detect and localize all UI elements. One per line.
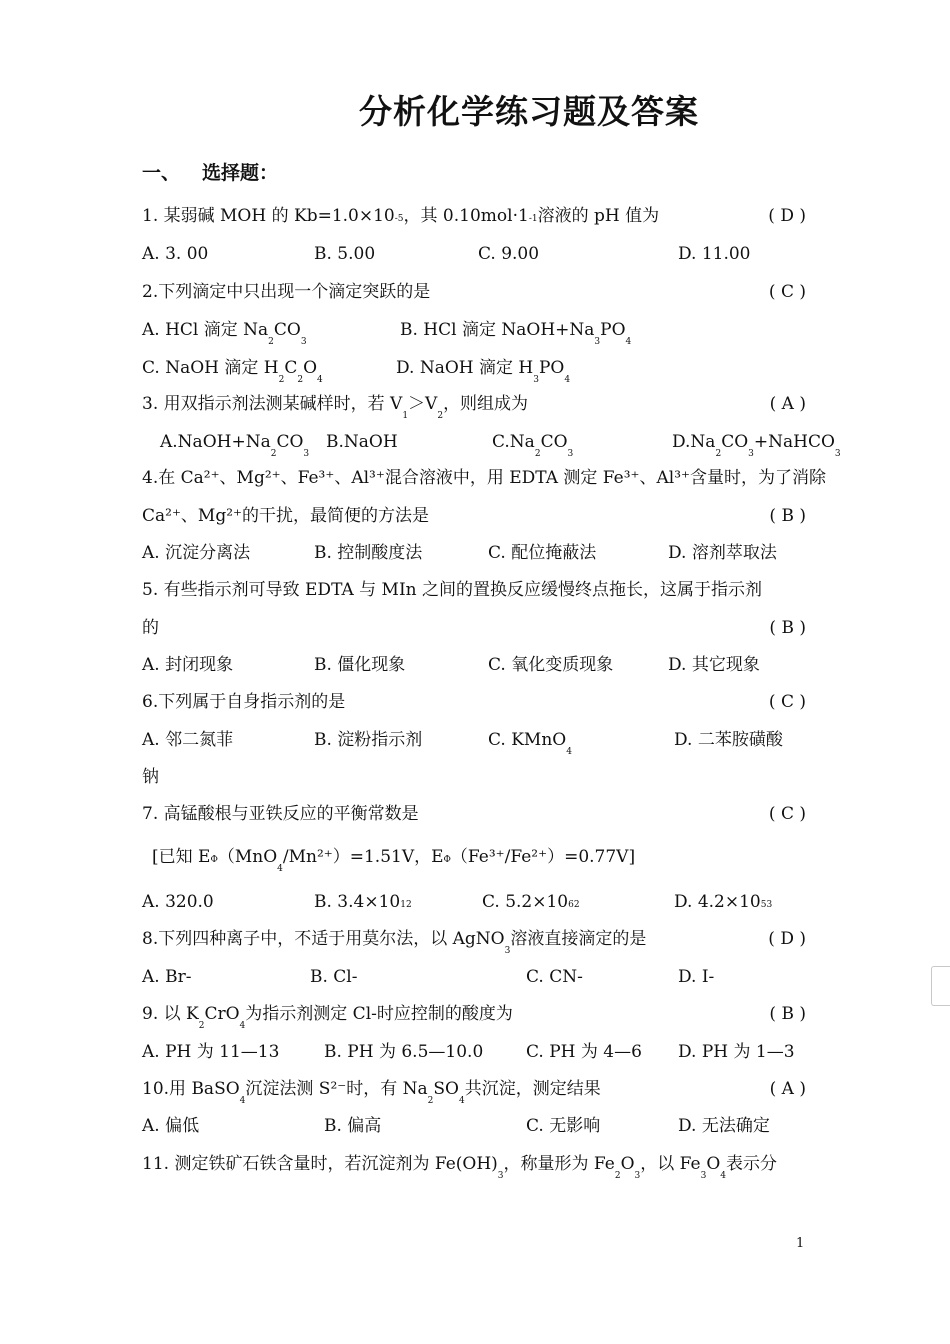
option-d: D. NaOH 滴定 $H_3PO_4$ [396,358,571,385]
answer-3: ( A ) [769,394,806,414]
option-b: B. 偏高 [324,1116,382,1136]
option-c: C. CN- [526,967,583,987]
option-d: $D.Na_2CO_3+NaHCO_3$ [672,432,841,459]
question-10: 10.用 BaSO$_4$沉淀法测 S²⁻时，有 $Na_2SO_4$共沉淀，测定结果 ( A ) [142,1079,806,1106]
option-b: B. Cl- [310,967,358,987]
options-7 [142,890,808,914]
options-10 [142,1114,808,1138]
options-6-wrap: 钠 [142,767,159,787]
options-1 [142,242,808,266]
option-b: B. 控制酸度法 [314,543,423,563]
question-7: 7. 高锰酸根与亚铁反应的平衡常数是 ( C ) [142,804,806,824]
option-b: B. 淀粉指示剂 [314,730,423,750]
page-title: 分析化学练习题及答案 [359,92,699,131]
options-2-row1 [142,318,808,347]
option-b: B. 5.00 [314,244,376,264]
section-number: 一、 [142,162,181,184]
option-a: A. HCl 滴定 $Na_2CO_3$ [142,320,307,347]
question-7-given: [已知 EΦ（MnO$_4$/Mn²⁺）=1.51V，EΦ（Fe³⁺/Fe²⁺）=0.77V] [152,847,636,874]
question-8: 8.下列四种离子中，不适于用莫尔法，以 AgNO$_3$溶液直接滴定的是 ( D ) [142,929,806,956]
option-b: B. 僵化现象 [314,655,406,675]
answer-8: ( D ) [768,929,806,949]
section-heading [142,158,278,185]
answer-4: ( B ) [769,506,806,526]
option-a: A. Br- [142,967,192,987]
section-label: 选择题： [202,162,279,184]
option-a: A. 偏低 [142,1116,200,1136]
option-a: A. 封闭现象 [142,655,234,675]
answer-6: ( C ) [768,692,806,712]
option-b: B. HCl 滴定 $NaOH+Na_3PO_4$ [400,320,632,347]
option-b: B. 3.4×1012 [314,892,412,912]
option-a: $A.NaOH+Na_2CO_3$ [160,432,310,459]
page-number: 1 [796,1236,805,1251]
option-b: B. PH 为 6.5—10.0 [324,1042,484,1062]
option-c: C. 5.2×1062 [482,892,580,912]
options-2-row2 [142,356,808,385]
answer-7: ( C ) [768,804,806,824]
options-5 [142,653,808,677]
options-9 [142,1040,808,1064]
options-4 [142,541,808,565]
question-4-line2: Ca²⁺、Mg²⁺的干扰，最简便的方法是 ( B ) [142,506,806,526]
answer-10: ( A ) [769,1079,806,1099]
answer-9: ( B ) [769,1004,806,1024]
question-5-line2: 的 ( B ) [142,618,806,638]
side-panel-tab[interactable] [931,966,950,1006]
option-a: A. 沉淀分离法 [142,543,251,563]
option-d: D. 11.00 [678,244,751,264]
option-b: B.NaOH [326,432,398,452]
question-11: 11. 测定铁矿石铁含量时，若沉淀剂为 $Fe(OH)_3$，称量形为 $Fe_2O_3$，以 $Fe_3O_4$表示分 [142,1154,778,1181]
question-1: 1. 某弱碱 MOH 的 Kb=1.0×10-5，其 0.10mol·1-1溶液的 pH 值为 ( D ) [142,206,806,226]
options-6 [142,728,808,757]
option-a: A. PH 为 11—13 [142,1042,280,1062]
option-d: D. 溶剂萃取法 [668,543,777,563]
option-d: D. PH 为 1—3 [678,1042,795,1062]
option-d: D. 无法确定 [678,1116,770,1136]
option-c: C. 氧化变质现象 [488,655,614,675]
option-a: A. 邻二氮菲 [142,730,234,750]
option-d: D. I- [678,967,715,987]
option-c: $C.Na_2CO_3$ [492,432,574,459]
question-4-line1: 4.在 Ca²⁺、Mg²⁺、Fe³⁺、Al³⁺混合溶液中，用 EDTA 测定 Fe³⁺、Al³⁺含量时，为了消除 [142,468,826,488]
option-d: D. 4.2×1053 [674,892,773,912]
option-c: C. 9.00 [478,244,540,264]
question-9: 9. 以 $K_2CrO_4$为指示剂测定 Cl-时应控制的酸度为 ( B ) [142,1004,806,1031]
question-3: 3. 用双指示剂法测某碱样时，若 $V_1>V_2$，则组成为 ( A ) [142,394,806,421]
option-c: C. 无影响 [526,1116,601,1136]
options-3 [142,430,841,459]
answer-5: ( B ) [769,618,806,638]
option-a: A. 3. 00 [142,244,209,264]
option-c: C. 配位掩蔽法 [488,543,597,563]
options-8 [142,965,808,989]
answer-1: ( D ) [768,206,806,226]
option-c: C. KMnO$_4$ [488,730,572,757]
option-a: A. 320.0 [142,892,214,912]
answer-2: ( C ) [768,282,806,302]
question-5-line1: 5. 有些指示剂可导致 EDTA 与 MIn 之间的置换反应缓慢终点拖长，这属于指示剂 [142,580,763,600]
question-6: 6.下列属于自身指示剂的是 ( C ) [142,692,806,712]
question-2: 2.下列滴定中只出现一个滴定突跃的是 ( C ) [142,282,806,302]
option-d: D. 二苯胺磺酸 [674,730,783,750]
option-d: D. 其它现象 [668,655,760,675]
option-c: C. NaOH 滴定 $H_2C_2O_4$ [142,358,323,385]
option-c: C. PH 为 4—6 [526,1042,642,1062]
